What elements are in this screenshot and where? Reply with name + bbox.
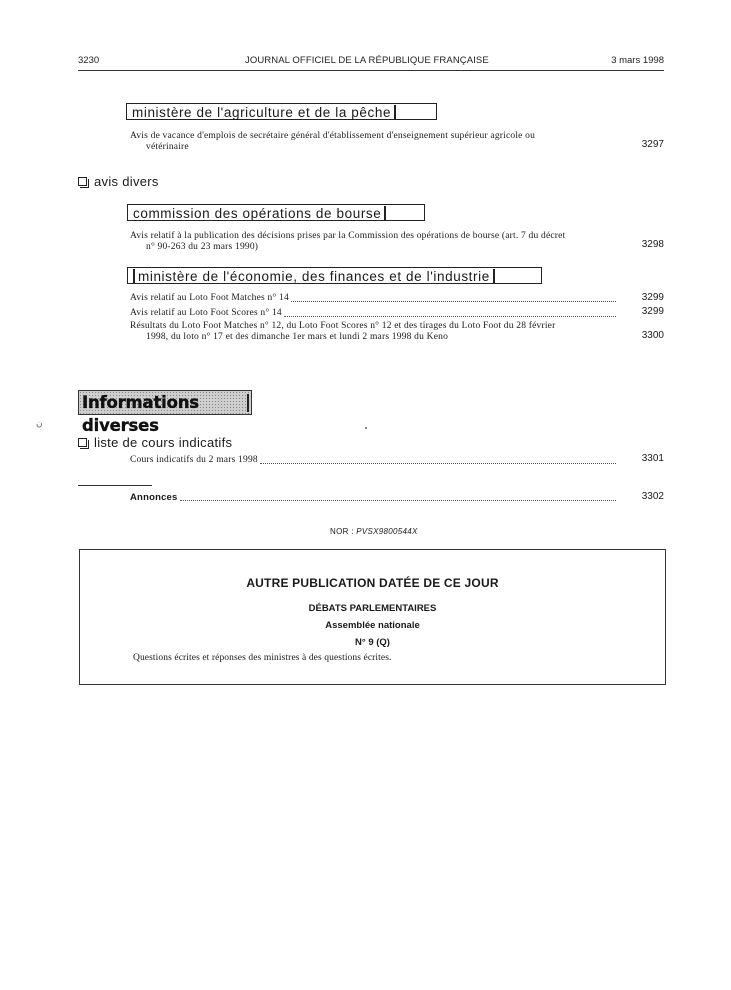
journal-title: JOURNAL OFFICIEL DE LA RÉPUBLIQUE FRANÇAISE xyxy=(245,55,489,66)
toc-entry[interactable] xyxy=(130,455,616,466)
toc-entry[interactable] xyxy=(130,231,616,253)
entry-line: Avis relatif à la publication des décisions prises par la Commission des opérations de bourse (art. 7 du décret xyxy=(130,231,566,241)
entry-line: Avis relatif au Loto Foot Matches n° 14 xyxy=(130,293,289,303)
other-publication-subtitle: DÉBATS PARLEMENTAIRES xyxy=(308,603,437,614)
page-ref: 3301 xyxy=(641,453,664,464)
entry-line: Avis relatif au Loto Foot Scores n° 14 xyxy=(130,308,282,318)
toc-entry[interactable] xyxy=(130,131,616,153)
section-title-bourse: commission des opérations de bourse xyxy=(127,204,425,221)
other-publication-chamber: Assemblée nationale xyxy=(325,620,420,631)
dot-leader xyxy=(180,500,616,501)
section-title-agriculture: ministère de l'agriculture et de la pêche xyxy=(126,103,437,120)
entry-line: Cours indicatifs du 2 mars 1998 xyxy=(130,455,258,465)
checkbox-icon xyxy=(78,177,87,186)
dot-leader xyxy=(284,316,616,317)
section-title-economie: ministère de l'économie, des finances et de l'industrie xyxy=(127,267,542,284)
page-ref: 3300 xyxy=(641,330,664,341)
entry-line: vétérinaire xyxy=(146,142,189,152)
nor-reference: NOR : PVSX9800544X xyxy=(330,527,418,536)
entry-line: Annonces xyxy=(130,492,178,503)
heading-liste-cours: liste de cours indicatifs xyxy=(78,435,232,450)
page-ref: 3297 xyxy=(641,139,664,150)
margin-mark: ن xyxy=(36,418,43,428)
other-publication-title: AUTRE PUBLICATION DATÉE DE CE JOUR xyxy=(246,576,499,590)
page-ref: 3299 xyxy=(641,292,664,303)
section-rule xyxy=(78,485,152,486)
entry-line: Résultats du Loto Foot Matches n° 12, du Loto Foot Scores n° 12 et des tirages du Loto Foot du 28 février xyxy=(130,321,556,331)
page-ref: 3298 xyxy=(641,239,664,250)
page-ref: 3302 xyxy=(641,491,664,502)
header-rule xyxy=(78,70,664,71)
toc-entry[interactable] xyxy=(130,308,616,319)
other-publication-box xyxy=(79,549,666,685)
entry-line: Avis de vacance d'emplois de secrétaire général d'établissement d'enseignement supérieur agricole ou xyxy=(130,131,536,141)
dot-leader xyxy=(291,301,616,302)
other-publication-description: Questions écrites et réponses des ministres à des questions écrites. xyxy=(133,653,392,663)
entry-line: n° 90-263 du 23 mars 1990) xyxy=(146,242,259,252)
checkbox-icon xyxy=(78,438,87,447)
dot-leader xyxy=(260,463,616,464)
heading-avis-divers: avis divers xyxy=(78,174,159,189)
header-date: 3 mars 1998 xyxy=(611,55,664,66)
toc-entry[interactable] xyxy=(130,293,616,304)
page-ref: 3299 xyxy=(641,306,664,317)
toc-entry[interactable] xyxy=(130,321,616,343)
section-banner-informations-diverses: Informations diverses xyxy=(78,390,252,415)
page-number: 3230 xyxy=(78,55,100,66)
speck xyxy=(365,427,367,429)
entry-line: 1998, du loto n° 17 et des dimanche 1er mars et lundi 2 mars 1998 du Keno xyxy=(146,332,449,342)
toc-entry-annonces[interactable] xyxy=(130,492,616,503)
other-publication-number: N° 9 (Q) xyxy=(355,637,390,648)
